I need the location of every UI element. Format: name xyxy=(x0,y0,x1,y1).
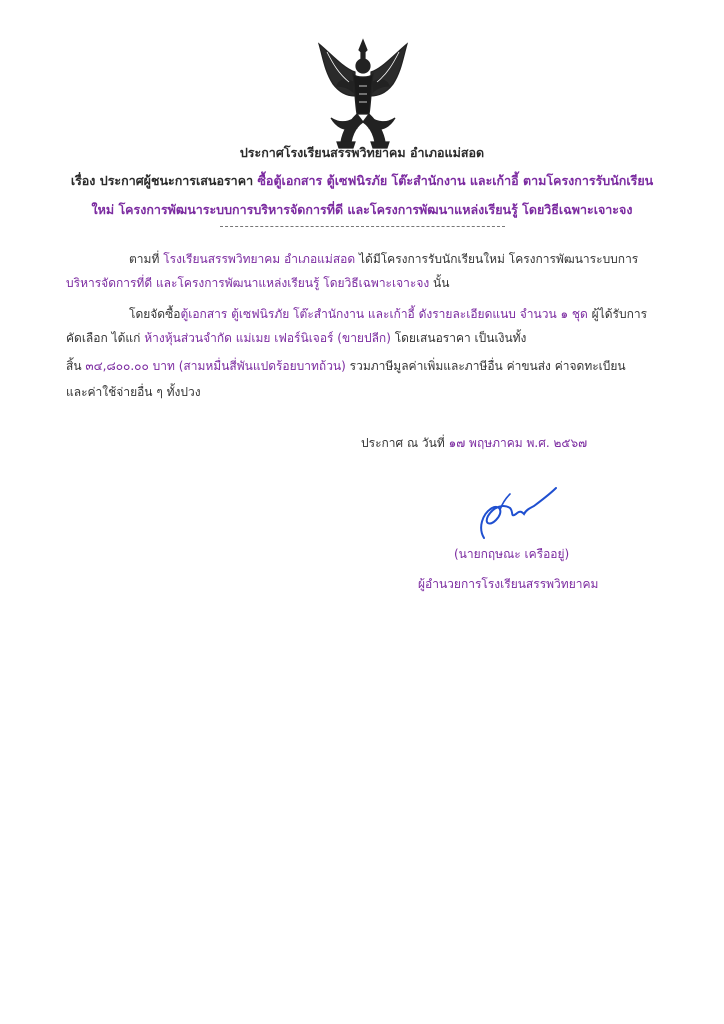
signer-position: ผู้อำนวยการโรงเรียนสรรพวิทยาคม xyxy=(418,577,599,591)
text-segment: คัดเลือก ได้แก่ xyxy=(66,331,141,345)
handwritten-signature xyxy=(470,484,560,540)
project-names: บริหารจัดการที่ดี และโครงการพัฒนาแหล่งเรียนรู้ โดยวิธีเฉพาะเจาะจง xyxy=(66,276,430,290)
subject-prefix: เรื่อง ประกาศผู้ชนะการเสนอราคา xyxy=(70,173,254,188)
announce-label: ประกาศ ณ วันที่ xyxy=(361,436,445,450)
text-segment: ตามที่ xyxy=(129,252,160,266)
paragraph-1-line-2 xyxy=(66,274,449,293)
paragraph-1-line-1 xyxy=(129,250,638,269)
subject-item: ซื้อตู้เอกสาร ตู้เซฟนิรภัย โต๊ะสำนักงาน และเก้าอี้ ตามโครงการรับนักเรียน xyxy=(257,173,654,188)
paragraph-2-line-2 xyxy=(66,329,526,348)
text-segment: โดยเสนอราคา เป็นเงินทั้ง xyxy=(390,331,527,345)
subject-continuation: ใหม่ โครงการพัฒนาระบบการบริหารจัดการที่ดี และโครงการพัฒนาแหล่งเรียนรู้ โดยวิธีเฉพาะเจาะจง xyxy=(91,202,633,217)
paragraph-2-line-4: และค่าใช้จ่ายอื่น ๆ ทั้งปวง xyxy=(66,385,201,399)
school-name: โรงเรียนสรรพวิทยาคม อำเภอแม่สอด xyxy=(163,252,356,266)
text-segment: สิ้น xyxy=(66,359,82,373)
text-segment: ผู้ได้รับการ xyxy=(587,307,648,321)
purchase-items: ตู้เอกสาร ตู้เซฟนิรภัย โต๊ะสำนักงาน และเก้าอี้ ดังรายละเอียดแนบ จำนวน ๑ ชุด xyxy=(180,307,588,321)
text-segment: นั้น xyxy=(429,276,450,290)
header-divider xyxy=(220,226,505,227)
paragraph-2-line-1 xyxy=(129,305,647,324)
signer-name: (นายกฤษณะ เครืออยู่) xyxy=(454,547,570,561)
announce-date-line xyxy=(361,434,587,453)
price-amount: ๓๔,๘๐๐.๐๐ บาท (สามหมื่นสี่พันแปดร้อยบาทถ้วน) xyxy=(85,359,346,373)
garuda-emblem-icon xyxy=(315,38,411,150)
vendor-name: ห้างหุ้นส่วนจำกัด แม่เมย เฟอร์นิเจอร์ (ขายปลีก) xyxy=(144,331,391,345)
announce-date: ๑๗ พฤษภาคม พ.ศ. ๒๕๖๗ xyxy=(448,436,588,450)
announcement-title: ประกาศโรงเรียนสรรพวิทยาคม อำเภอแม่สอด xyxy=(239,145,485,160)
text-segment: โดยจัดซื้อ xyxy=(129,307,181,321)
text-segment: รวมภาษีมูลค่าเพิ่มและภาษีอื่น ค่าขนส่ง ค่าจดทะเบียน xyxy=(345,359,626,373)
paragraph-2-line-3 xyxy=(66,357,626,376)
subject-line xyxy=(40,171,684,191)
text-segment: ได้มีโครงการรับนักเรียนใหม่ โครงการพัฒนาระบบการ xyxy=(358,252,639,266)
